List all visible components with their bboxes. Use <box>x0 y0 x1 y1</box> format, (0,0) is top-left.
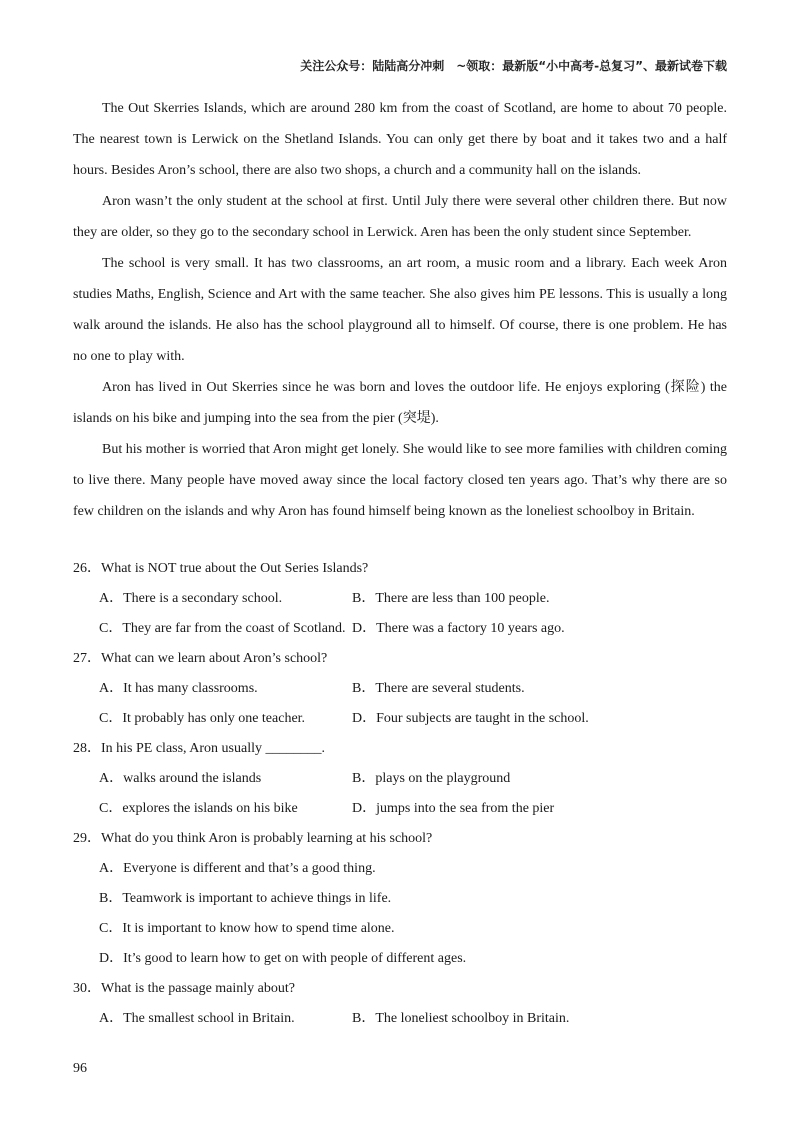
question-28-option-c: C．explores the islands on his bike <box>99 801 298 816</box>
question-27-stem: 27．What can we learn about Aron’s school? <box>73 651 328 666</box>
question-29-option-d: D．It’s good to learn how to get on with people of different ages. <box>99 951 467 966</box>
question-30-option-a: A．The smallest school in Britain. <box>99 1011 295 1026</box>
question-28-option-a: A．walks around the islands <box>99 771 262 786</box>
question-26-option-b: B．There are less than 100 people. <box>352 591 550 606</box>
question-28-stem: 28．In his PE class, Aron usually ________. <box>73 741 325 756</box>
question-26-option-d: D．There was a factory 10 years ago. <box>352 621 565 636</box>
question-28-options-row-2 <box>73 794 733 824</box>
question-list <box>73 554 733 1034</box>
reading-passage <box>73 93 727 527</box>
question-28-options-row-1 <box>73 764 733 794</box>
page-number: 96 <box>73 1061 87 1076</box>
question-29-option-c: C．It is important to know how to spend time alone. <box>99 921 395 936</box>
question-28-option-d: D．jumps into the sea from the pier <box>352 801 555 816</box>
passage-paragraph-4: Aron has lived in Out Skerries since he was born and loves the outdoor life. He enjoys exploring (探险) the islands on his bike and jumping into the sea from the pier (突堤). <box>73 380 727 426</box>
page-header: 关注公众号：陆陆高分冲刺 ~领取：最新版“小中高考-总复习”、最新试卷下载 <box>300 59 727 73</box>
question-27-option-a: A．It has many classrooms. <box>99 681 258 696</box>
question-27-options-row-2 <box>73 704 733 734</box>
question-27-option-b: B．There are several students. <box>352 681 525 696</box>
question-27-option-c: C．It probably has only one teacher. <box>99 711 306 726</box>
question-29-option-a: A．Everyone is different and that’s a good thing. <box>99 861 376 876</box>
question-30-options-row-1 <box>73 1004 733 1034</box>
question-29-option-a-row <box>73 854 733 884</box>
question-26-options-row-1 <box>73 584 733 614</box>
question-26-stem: 26．What is NOT true about the Out Series Islands? <box>73 561 369 576</box>
question-28-option-b: B．plays on the playground <box>352 771 511 786</box>
question-29-stem: 29．What do you think Aron is probably learning at his school? <box>73 831 433 846</box>
question-29-option-b-row <box>73 884 733 914</box>
question-29-option-c-row <box>73 914 733 944</box>
question-30-stem: 30．What is the passage mainly about? <box>73 981 295 996</box>
question-27-options-row-1 <box>73 674 733 704</box>
question-29-option-d-row <box>73 944 733 974</box>
question-26-option-c: C．They are far from the coast of Scotland. <box>99 621 346 636</box>
question-27-option-d: D．Four subjects are taught in the school. <box>352 711 589 726</box>
question-29-option-b: B．Teamwork is important to achieve things in life. <box>99 891 392 906</box>
passage-paragraph-5: But his mother is worried that Aron might get lonely. She would like to see more families with children coming to live there. Many people have moved away since the local factory closed ten years ago. That’s why there are so few children on the islands and why Aron has found himself being known as the loneliest schoolboy in Britain. <box>73 442 727 519</box>
question-30-option-b: B．The loneliest schoolboy in Britain. <box>352 1011 570 1026</box>
passage-paragraph-3: The school is very small. It has two classrooms, an art room, a music room and a library. Each week Aron studies Maths, English, Science and Art with the same teacher. She also gives him PE lessons. This is usually a long walk around the islands. He also has the school playground all to himself. Of course, there is one problem. He has no one to play with. <box>73 256 727 364</box>
passage-paragraph-2: Aron wasn’t the only student at the school at first. Until July there were several other children there. But now they are older, so they go to the secondary school in Lerwick. Aren has been the only student since September. <box>73 194 727 240</box>
question-26-option-a: A．There is a secondary school. <box>99 591 283 606</box>
question-26-options-row-2 <box>73 614 733 644</box>
passage-paragraph-1: The Out Skerries Islands, which are around 280 km from the coast of Scotland, are home to about 70 people. The nearest town is Lerwick on the Shetland Islands. You can only get there by boat and it takes two and a half hours. Besides Aron’s school, there are also two shops, a church and a community hall on the islands. <box>73 101 727 178</box>
